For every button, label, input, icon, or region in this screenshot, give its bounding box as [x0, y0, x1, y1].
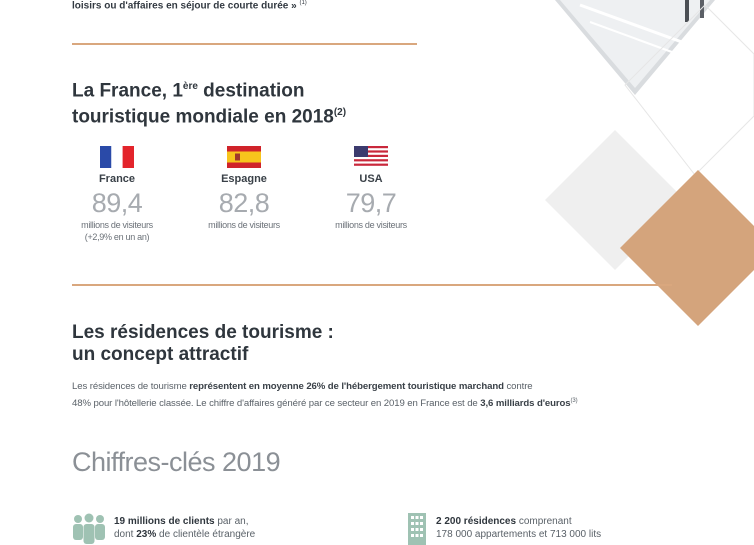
visitor-unit: millions de visiteurs [81, 220, 153, 230]
heading-france: La France, 1ère destination touristique mondiale en 2018$^{(2)}$ [72, 80, 347, 128]
heading-residences: Les résidences de tourisme : un concept attractif [72, 322, 334, 365]
usa-flag-icon [354, 146, 388, 168]
france-flag-icon [100, 146, 134, 168]
visitor-unit: millions de visiteurs [208, 220, 280, 230]
tagline: loisirs ou d'affaires en séjour de courte durée » $^{(1)}$ [72, 0, 307, 12]
key-figures-title: Chiffres-clés 2019 [72, 447, 281, 477]
country-france [67, 146, 167, 243]
spain-flag-icon [227, 146, 261, 168]
visitor-value: 79,7 [345, 188, 397, 218]
country-name: France [98, 173, 136, 185]
divider-top [72, 43, 417, 45]
key-figure-clients: 19 millions de clients par an, dont 23% de clientèle étrangère [114, 516, 256, 540]
country-spain [194, 146, 294, 231]
decorative-diamonds [520, 0, 754, 545]
visitor-growth: (+2,9% en un an) [84, 232, 150, 242]
visitor-value: 89,4 [91, 188, 143, 218]
visitor-unit: millions de visiteurs [335, 220, 407, 230]
key-figure-residences: 2 200 résidences comprenant 178 000 appartements et 713 000 lits [436, 516, 602, 540]
building-icon [408, 513, 426, 545]
country-name: USA [359, 173, 383, 185]
visitor-value: 82,8 [218, 188, 270, 218]
country-name: Espagne [221, 173, 267, 185]
country-usa [321, 146, 421, 231]
residences-paragraph: Les résidences de tourisme représentent en moyenne 26% de l'hébergement touristique marchand contre 48% pour l'hôtellerie classée. Le chiffre d'affaires généré par ce secteur en 2019 en France est de 3,6 milliards d'euros$^{(3)}$ [72, 381, 578, 410]
divider-middle [72, 284, 672, 286]
people-icon [71, 513, 107, 545]
